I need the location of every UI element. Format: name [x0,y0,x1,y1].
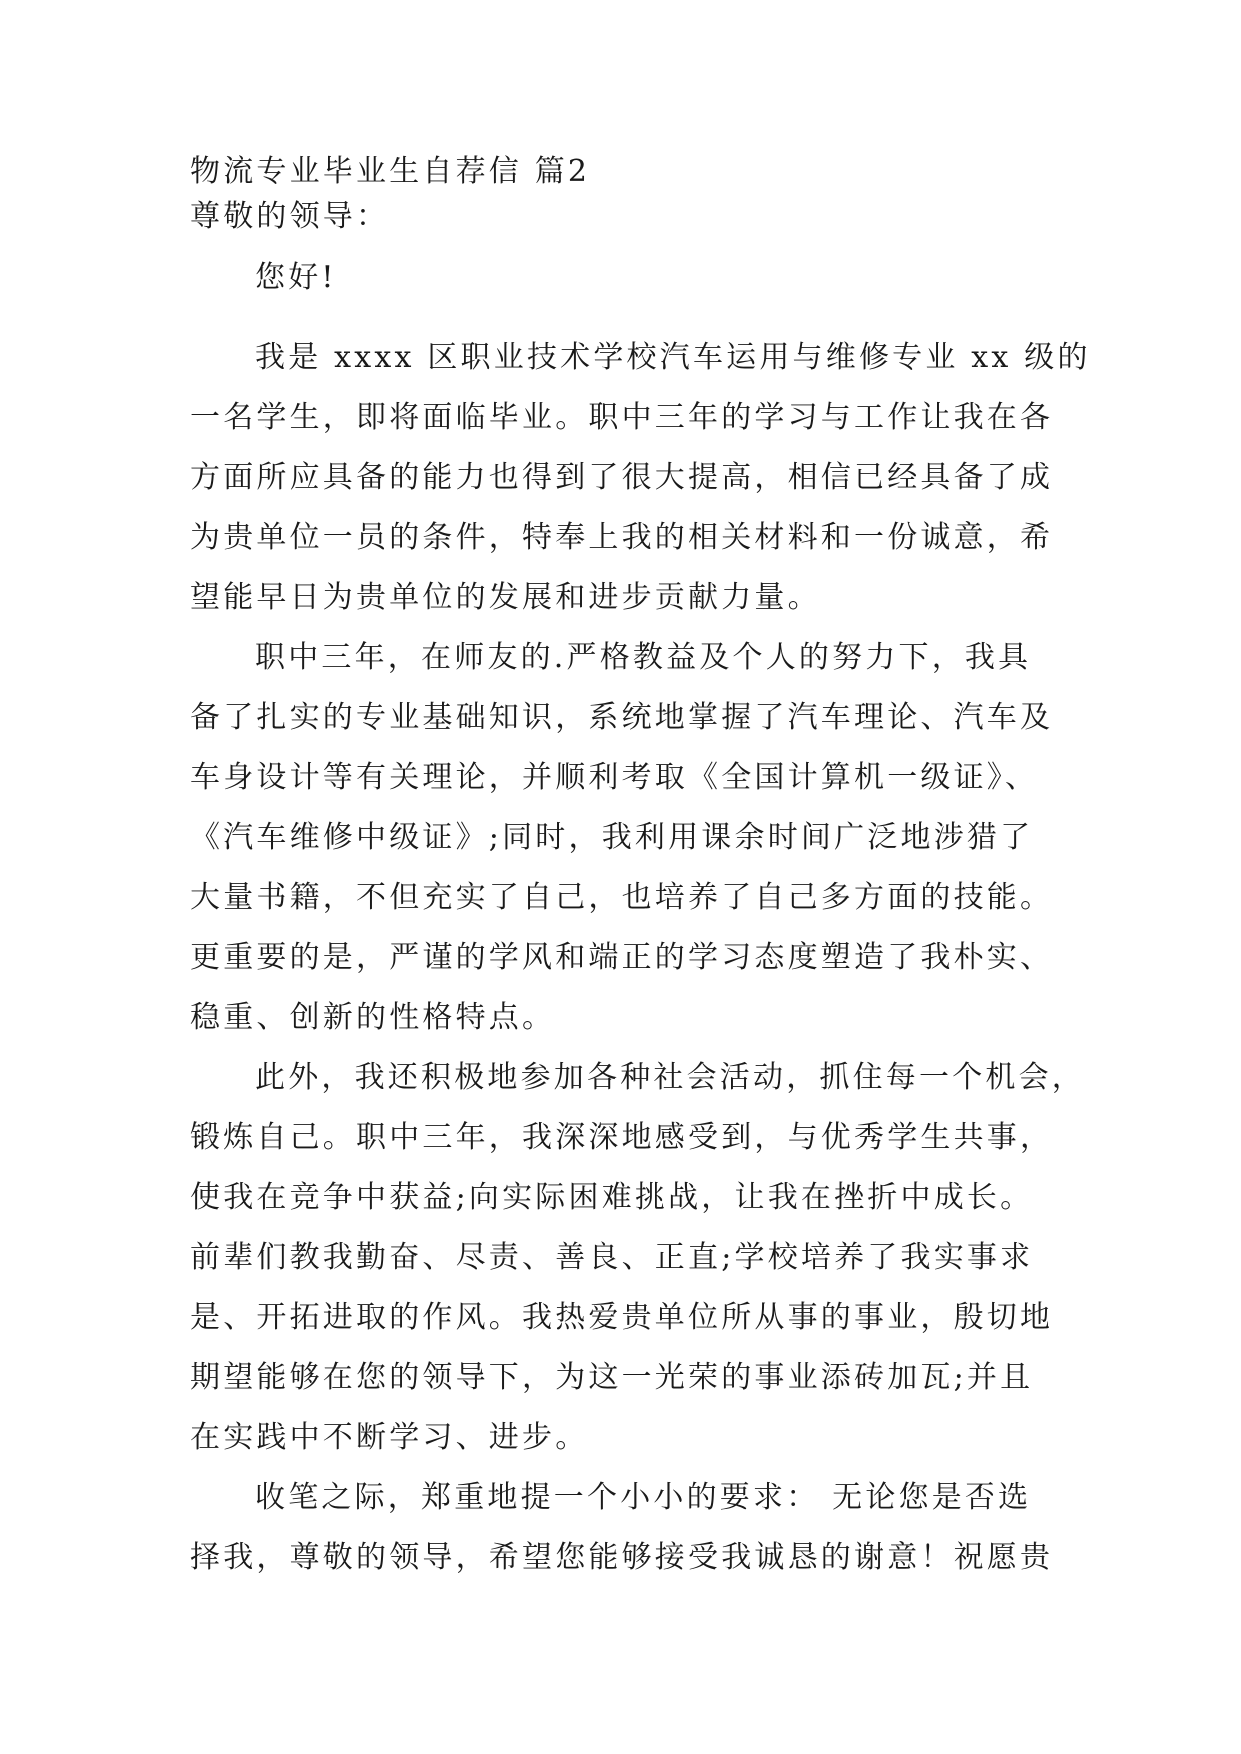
paragraph-3-line: 期望能够在您的领导下，为这一光荣的事业添砖加瓦;并且 [190,1360,1034,1395]
paragraph-2-line: 稳重、创新的性格特点。 [190,1000,556,1035]
paragraph-3-line: 前辈们教我勤奋、尽责、善良、正直;学校培养了我实事求 [190,1240,1034,1275]
salutation: 尊敬的领导： [190,199,390,234]
greeting: 您好! [255,260,337,295]
paragraph-2-line: 更重要的是，严谨的学风和端正的学习态度塑造了我朴实、 [190,940,1054,975]
paragraph-4-line: 择我，尊敬的领导，希望您能够接受我诚恳的谢意！祝愿贵 [190,1540,1054,1575]
paragraph-3-line: 在实践中不断学习、进步。 [190,1420,589,1455]
paragraph-1-line: 为贵单位一员的条件，特奉上我的相关材料和一份诚意，希 [190,520,1054,555]
paragraph-4-line: 收笔之际，郑重地提一个小小的要求： 无论您是否选 [255,1480,1032,1515]
paragraph-3-line: 锻炼自己。职中三年，我深深地感受到，与优秀学生共事， [190,1120,1054,1155]
paragraph-1-line: 一名学生，即将面临毕业。职中三年的学习与工作让我在各 [190,400,1054,435]
paragraph-1-line: 我是 xxxx 区职业技术学校汽车运用与维修专业 xx 级的 [255,340,1091,375]
paragraph-2-line: 职中三年，在师友的.严格教益及个人的努力下，我具 [255,640,1032,675]
paragraph-3-line: 此外，我还积极地参加各种社会活动，抓住每一个机会， [255,1060,1085,1095]
paragraph-3-line: 使我在竞争中获益;向实际困难挑战，让我在挫折中成长。 [190,1180,1034,1215]
paragraph-2-line: 《汽车维修中级证》;同时，我利用课余时间广泛地涉猎了 [190,820,1034,855]
paragraph-3-line: 是、开拓进取的作风。我热爱贵单位所从事的事业，殷切地 [190,1300,1054,1335]
paragraph-1-line: 方面所应具备的能力也得到了很大提高，相信已经具备了成 [190,460,1054,495]
paragraph-2-line: 大量书籍，不但充实了自己，也培养了自己多方面的技能。 [190,880,1054,915]
document-title: 物流专业毕业生自荐信 篇2 [190,154,591,189]
paragraph-2-line: 车身设计等有关理论，并顺利考取《全国计算机一级证》、 [190,760,1039,795]
paragraph-2-line: 备了扎实的专业基础知识，系统地掌握了汽车理论、汽车及 [190,700,1054,735]
paragraph-1-line: 望能早日为贵单位的发展和进步贡献力量。 [190,580,821,615]
